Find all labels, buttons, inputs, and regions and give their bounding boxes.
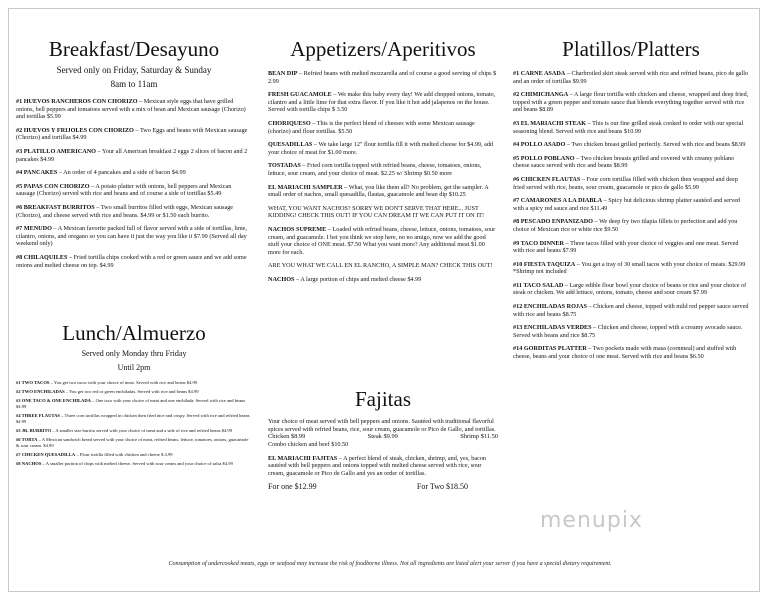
menu-item-description: One taco with your choice of meat and one enchilada. Served with rice and beans $4.99 — [16, 398, 246, 409]
fajitas-prices — [268, 433, 498, 441]
menu-item-description: Three corn tortillas wrapped in chicken then fried nice and crispy. Served with rice and refried beans $4.99 — [16, 413, 250, 424]
menu-item-name: BEAN DIP — [268, 70, 298, 77]
menu-item-description: A smaller portion of chips with melted cheese. Served with sour cream and your choice of salsa $4.99 — [45, 461, 233, 466]
menu-item-description: Two small burritos filled with eggs, Mexican sausage (Chorizo), and cheese served with rice and beans. $4.99 or $1.50 each burrito. — [16, 203, 234, 219]
menu-item: #8 CHILAQUILES – Fried tortilla chips cooked with a red or green sauce and we add some onions and melted cheese on top. $4.99 — [16, 253, 247, 269]
fajitas-chicken-price: Chicken $8.99 — [268, 433, 306, 441]
menu-item: #6 BREAKFAST BURRITOS – Two small burritos filled with eggs, Mexican sausage (Chorizo), and cheese served with rice and beans. $4.99 or $1.50 each burrito. — [16, 203, 234, 219]
menu-item-name: #2 TWO ENCHILADAS — [16, 389, 65, 394]
menu-item-name: #3 PLATILLO AMERICANO — [16, 147, 96, 155]
menu-item: #4 PANCAKES – An order of 4 pancakes and a side of bacon $4.99 — [16, 169, 186, 177]
mariachi-fajitas-desc: A perfect blend of steak, chicken, shrimp, and, yes, bacon sautéed with bell peppers and onions topped with melted cheese served with rice, sour cream, guacamole or Pico de Gallo and yes an order of tortillas. — [268, 454, 487, 477]
menu-item-description: Three tacos filled with your choice of veggies and one meat. Served with rice and beans $7.99 — [513, 239, 739, 255]
menu-item-name: NACHOS — [268, 275, 295, 283]
menu-item-description: You get two red or green enchiladas. Served with rice and beans $4.99 — [69, 389, 199, 394]
menu-item-description: Mexican style eggs that have grilled onions, bell peppers and tomatoes served with a mix of bean and Mexican sausage (Chorizo) and tortillas $5.99 — [16, 98, 246, 121]
menu-item-description: Two chicken breasts grilled and covered with creamy poblano cheese sauce served with rice and beans $8.99 — [513, 154, 735, 170]
menu-item-name: #3 EL MARIACHI STEAK — [513, 119, 587, 127]
menu-item: #8 PESCADO ENPANIZADO – We deep fry two tilapia fillets to perfection and add you choice of Mexican rice or white rice $9.50 — [513, 218, 738, 233]
menu-page — [16, 14, 752, 584]
lunch-title: Lunch/Almuerzo — [62, 321, 206, 345]
lunch-list — [16, 380, 252, 467]
menu-item-description: Spicy but delicious shrimp platter sautéed and served with a spicy red sauce and rice $11.49 — [513, 197, 741, 212]
menu-item-name: #12 ENCHILADAS ROJAS — [513, 303, 587, 311]
menu-item: #1 CARNE ASADA – Charbroiled skirt steak served with rice and refried beans, pico de gallo and an order of tortillas $9.99 — [513, 70, 749, 85]
menu-item — [268, 262, 498, 270]
menu-item: #2 HUEVOS Y FRIJOLES CON CHORIZO – Two Eggs and beans with Mexican sausage (Chorizo) and tortillas $4.99 — [16, 126, 248, 142]
menu-item: #2 TWO ENCHILADAS – You get two red or green enchiladas. Served with rice and beans $4.99 — [16, 389, 199, 394]
menu-item-description: A large flour tortilla with chicken and cheese, wrapped and deep fried, topped with a green pepper and tomato sauce that blends everything together served with rice and beans $8.89 — [513, 91, 749, 114]
menu-item-name: #7 MENUDO — [16, 225, 52, 233]
menu-item-name: #1 CARNE ASADA — [513, 70, 566, 77]
menu-item: #8 NACHOS – A smaller portion of chips with melted cheese. Served with sour cream and your choice of salsa $4.99 — [16, 461, 233, 466]
menu-item-name: #4 THREE FLAUTAS — [16, 413, 60, 418]
menu-item-description: Four corn tortillas filled with chicken then wrapped and deep fried served with rice, beans, sour cream, guacamole or pico de gallo $5.99 — [513, 175, 738, 191]
menu-item: #3 ONE TACO & ONE ENCHILADA – One taco with your choice of meat and one enchilada. Served with rice and beans $4.99 — [16, 398, 246, 409]
menu-item-description: You get two tacos with your choice of meat. Served with rice and beans $4.99 — [53, 380, 198, 385]
menu-item-name: #11 TACO SALAD — [513, 281, 564, 289]
menu-item-description: Chicken and cheese, topped with mild red pepper sauce served with rice and beans $8.75 — [513, 303, 749, 318]
menu-item: NACHOS – A large portion of chips and melted cheese $4.99 — [268, 275, 422, 283]
menu-item: BEAN DIP – Refried beans with melted mozzarella and of course a good serving of chips $ 2.99 — [268, 70, 497, 85]
menu-item-name: #6 CHICKEN FLAUTAS — [513, 175, 581, 183]
menu-item-name: #4 PANCAKES — [16, 169, 58, 177]
price-for-one: For one $12.99 — [268, 481, 317, 491]
menu-item-description: A potato platter with onions, bell peppers and Mexican sausage (Chorizo) served with rice and beans and of course a side of tortillas $5.49 — [16, 182, 232, 198]
menu-item: #5 POLLO POBLANO – Two chicken breasts grilled and covered with creamy poblano cheese sauce served with rice and beans $8.99 — [513, 154, 735, 170]
menu-item: #3 EL MARIACHI STEAK – This is our fine grilled steak cooked to order with our special seasoning blend. Served with rice and beans $10.99 — [513, 119, 744, 135]
menu-item-description: Two pockets made with masa (cornmeal) and stuffed with cheese, beans and your choice of one meat. Served with rice and beans $6.50 — [513, 345, 737, 361]
menu-item-description: Your all American breakfast 2 eggs 2 slices of bacon and 2 pancakes $4.99 — [16, 147, 248, 163]
menu-item-name: #6 BREAKFAST BURRITOS — [16, 203, 95, 211]
menu-item: CHORIQUESO – This is the perfect blend of cheeses with some Mexican sausage (chorizo) and flour tortillas. $5.50 — [268, 119, 475, 135]
breakfast-list — [16, 98, 252, 269]
menu-item: #7 CAMARONES A LA DIABLA – Spicy but delicious shrimp platter sautéed and served with a spicy red sauce and rice $11.49 — [513, 197, 741, 212]
menu-item-name: #14 GORDITAS PLATTER — [513, 345, 587, 353]
menu-item-name: FRESH GUACAMOLE — [268, 91, 332, 99]
menu-item-description: ARE YOU WHAT WE CALL EN EL RANCHO, A SIMPLE MAN? CHECK THIS OUT! — [268, 262, 493, 270]
menu-item: #4 POLLO ASADO – Two chicken breast grilled perfectly. Served with rice and beans $8.99 — [513, 141, 746, 149]
menu-item: #3 PLATILLO AMERICANO – Your all American breakfast 2 eggs 2 slices of bacon and 2 pancakes $4.99 — [16, 147, 248, 163]
menu-item-name: #1 TWO TACOS — [16, 380, 50, 385]
menu-item-name: #5 JR. BURRITO — [16, 428, 52, 433]
menu-item: #9 TACO DINNER – Three tacos filled with your choice of veggies and one meat. Served with rice and beans $7.99 — [513, 239, 739, 255]
menu-item-name: #1 HUEVOS RANCHEROS CON CHORIZO — [16, 98, 138, 105]
menu-item-name: #13 ENCHILADAS VERDES — [513, 324, 592, 332]
menu-item: #7 MENUDO – A Mexican favorite packed full of flavor served with a side of tortillas, lime, cilantro, onions, and oregano so you can have it just the way you like it $7.99 (Served all day weekend only) — [16, 225, 247, 248]
menu-item: #10 FIESTA TAQUIZA – You get a tray of 30 small tacos with your choice of meats. $29.99 *Shrimp not included — [513, 260, 746, 276]
menu-item-description: Two Eggs and beans with Mexican sausage (Chorizo) and tortillas $4.99 — [16, 126, 248, 142]
menu-item: EL MARIACHI SAMPLER – What, you like them all? No problem, get the sampler. A small order of nachos, small quesadilla, flautas, guacamole and bean dip $10.25 — [268, 183, 489, 199]
menu-item-description: This is our fine grilled steak cooked to order with our special seasoning blend. Served with rice and beans $10.99 — [513, 119, 744, 135]
menu-item: #6 TORTA – A Mexican sandwich bread served with your choice of meat, refried beans, lettuce, tomatoes, onions, guacamole & sour cream. $4.99 — [16, 437, 249, 448]
menu-item-name: #3 ONE TACO & ONE ENCHILADA — [16, 398, 91, 403]
menu-item-name: EL MARIACHI SAMPLER — [268, 183, 343, 191]
menu-item-name: #9 TACO DINNER — [513, 239, 564, 247]
menu-item-name: TOSTADAS — [268, 162, 301, 170]
menupix-watermark: menupix — [540, 508, 643, 533]
menu-item: #4 THREE FLAUTAS – Three corn tortillas wrapped in chicken then fried nice and crispy. Served with rice and refried beans $4.99 — [16, 413, 250, 424]
appetizers-section — [268, 36, 498, 283]
menu-item-name: #5 PAPAS CON CHORIZO — [16, 182, 90, 190]
mariachi-fajitas: EL MARIACHI FAJITAS – A perfect blend of steak, chicken, shrimp, and, yes, bacon sautéed with bell peppers and onions topped with melted cheese served with rice, sour cream, guacamole or Pico de Gallo and yes an order of tortillas. — [268, 454, 487, 477]
menu-item: #5 PAPAS CON CHORIZO – A potato platter with onions, bell peppers and Mexican sausage (Chorizo) served with rice and beans and of course a side of tortillas $5.49 — [16, 182, 232, 198]
menu-item-description: Charbroiled skirt steak served with rice and refried beans, pico de gallo and an order of tortillas $9.99 — [513, 70, 749, 85]
column-middle — [268, 14, 498, 491]
menu-item-name: #2 HUEVOS Y FRIJOLES CON CHORIZO — [16, 126, 134, 134]
breakfast-time: 8am to 11am — [110, 79, 158, 89]
menu-item-description: Flour tortilla filled with chicken and cheese $ 4.99 — [79, 452, 173, 457]
breakfast-section — [16, 36, 252, 269]
menu-item-description: Large edible flour bowl your choice of beans or rice and your choice of steak or chicken. We add lettuce, onions, tomato, cheese and sour cream $7.99 — [513, 281, 747, 297]
allergy-disclaimer: Consumption of undercooked meats, eggs or seafood may increase the risk of foodborne illness. Not all ingredients are listed alert your server if you have a special dietary requirement. — [168, 561, 612, 567]
menu-item-description: A Mexican sandwich bread served with your choice of meat, refried beans, lettuce, tomatoes, onions, guacamole & sour cream. $4.99 — [16, 437, 249, 448]
appetizer-list — [268, 70, 498, 283]
menu-item-name: #10 FIESTA TAQUIZA — [513, 260, 576, 268]
menu-item-description: What, you like them all? No problem, get the sampler. A small order of nachos, small quesadilla, flautas, guacamole and bean dip $10.25 — [268, 183, 489, 199]
menu-item-description: Two chicken breast grilled perfectly. Served with rice and beans $8.99 — [571, 141, 746, 149]
menu-item: #11 TACO SALAD – Large edible flour bowl your choice of beans or rice and your choice of steak or chicken. We add lettuce, onions, tomato, cheese and sour cream $7.99 — [513, 281, 747, 297]
menu-item-description: We deep fry two tilapia fillets to perfection and add you choice of Mexican rice or white rice $9.50 — [513, 218, 738, 233]
menu-item-name: #2 CHIMICHANGA — [513, 91, 569, 99]
fajitas-combo-price: Combo chicken and beef $10.50 — [268, 441, 349, 449]
menu-item-description: A Mexican favorite packed full of flavor served with a side of tortillas, lime, cilantro, onions, and oregano so you can have it just the way you like it $7.99 (Served all day weekend only) — [16, 225, 247, 248]
menu-item-description: You get a tray of 30 small tacos with your choice of meats. $29.99 *Shrimp not included — [513, 260, 746, 276]
menu-item-description: A smaller size burrito served with your choice of meat and a side of rice and refried beans $4.99 — [55, 428, 233, 433]
menu-item-name: CHORIQUESO — [268, 119, 311, 127]
menu-item-description: Refried beans with melted mozzarella and of course a good serving of chips $ 2.99 — [268, 70, 497, 85]
appetizers-title: Appetizers/Aperitivos — [290, 37, 476, 61]
menu-item: #13 ENCHILADAS VERDES – Chicken and cheese, topped with a creamy avocado sauce. Served with beans and rice $8.75 — [513, 324, 743, 339]
menu-item: NACHOS SUPREME – Loaded with refried beans, cheese, lettuce, onions, tomatoes, sour cream, and guacamole. I bet you think we stop here, no no amigo, now we add the good stuff your choice of ONE meat. $7.50 What you want more? Any additional meat $1.00 more for each. — [268, 225, 496, 256]
menu-item-name: #4 POLLO ASADO — [513, 141, 566, 149]
menu-item-description: Chicken and cheese, topped with a creamy avocado sauce. Served with beans and rice $8.75 — [513, 324, 743, 339]
menu-item-description: Loaded with refried beans, cheese, lettuce, onions, tomatoes, sour cream, and guacamole. I bet you think we stop here, no no amigo, now we add the good stuff your choice of ONE meat. $7.50 What you want more? Any additional meat $1.00 more for each. — [268, 225, 496, 256]
menu-item-description: Fried corn tortilla topped with refried beans, cheese, tomatoes, onions, lettuce, sour cream, and your choice of meat. $2.25 w/ Shrimp $0.50 more — [268, 162, 482, 177]
menu-item-description: This is the perfect blend of cheeses with some Mexican sausage (chorizo) and flour tortillas. $5.50 — [268, 119, 475, 135]
menu-item-description: Fried tortilla chips cooked with a red or green sauce and we add some onions and melted cheese on top. $4.99 — [16, 253, 247, 269]
menu-item: #1 TWO TACOS – You get two tacos with your choice of meat. Served with rice and beans $4.99 — [16, 380, 198, 385]
price-for-two: For Two $18.50 — [416, 481, 468, 491]
mariachi-fajitas-name: EL MARIACHI FAJITAS — [268, 454, 338, 462]
menu-item: FRESH GUACAMOLE – We make this baby every day! We add chopped onions, tomato, cilantro and a little lime for that extra flavor. If you like it hot add jalapenos on the house. Served with tortilla chips $ 3.50 — [268, 91, 496, 114]
menu-item-name: NACHOS SUPREME — [268, 225, 327, 233]
fajitas-section — [268, 386, 498, 492]
menu-item-description: WHAT, YOU WANT NACHOS? SORRY WE DON'T SERVE THAT HERE... JUST KIDDING! CHECK THIS OUT! IF YOU CAN DREAM IT WE CAN PUT IT ON IT! — [268, 204, 485, 220]
menu-item — [268, 205, 498, 220]
menu-item-description: We make this baby every day! We add chopped onions, tomato, cilantro and a little lime for that extra flavor. If you like it hot add jalapenos on the house. Served with tortilla chips $ 3.50 — [268, 91, 496, 114]
menu-item-description: An order of 4 pancakes and a side of bacon $4.99 — [63, 169, 186, 177]
lunch-time: Until 2pm — [117, 363, 151, 372]
menu-item: #6 CHICKEN FLAUTAS – Four corn tortillas filled with chicken then wrapped and deep fried served with rice, beans, sour cream, guacamole or pico de gallo $5.99 — [513, 175, 738, 191]
menu-item-name: #7 CHICKEN QUESADILLA — [16, 452, 76, 457]
fajitas-steak-price: Steak $9.99 — [367, 433, 398, 441]
menu-item-name: #8 PESCADO ENPANIZADO — [513, 218, 593, 226]
menu-item-name: #8 CHILAQUILES — [16, 253, 68, 261]
menu-item: TOSTADAS – Fried corn tortilla topped with refried beans, cheese, tomatoes, onions, lettuce, sour cream, and your choice of meat. $2.25 w/ Shrimp $0.50 more — [268, 162, 482, 177]
menu-item-description: A large portion of chips and melted cheese $4.99 — [300, 275, 422, 283]
menu-item-name: #8 NACHOS — [16, 461, 42, 466]
menu-item: #1 HUEVOS RANCHEROS CON CHORIZO – Mexican style eggs that have grilled onions, bell peppers and tomatoes served with a mix of bean and Mexican sausage (Chorizo) and tortillas $5.99 — [16, 98, 246, 121]
menu-item: #5 JR. BURRITO – A smaller size burrito served with your choice of meat and a side of rice and refried beans $4.99 — [16, 428, 233, 433]
lunch-hours: Served only Monday thru Friday — [81, 349, 187, 358]
platter-list — [513, 70, 749, 361]
menu-item: #12 ENCHILADAS ROJAS – Chicken and cheese, topped with mild red pepper sauce served with rice and beans $8.75 — [513, 303, 749, 318]
menu-item: QUESADILLAS – We take large 12" flour tortilla fill it with melted cheese for $4.99, add your choice of meat for $1.00 more. — [268, 141, 494, 156]
fajitas-title: Fajitas — [355, 387, 411, 411]
platters-title: Platillos/Platters — [562, 37, 700, 61]
menu-item-name: QUESADILLAS — [268, 141, 313, 149]
column-left — [16, 14, 252, 466]
menu-item-name: #5 POLLO POBLANO — [513, 154, 575, 162]
lunch-section — [16, 320, 252, 470]
fajitas-intro: Your choice of meat served with bell peppers and onions. Sautéed with traditional flavorful spices served with refried beans, rice, sour cream, guacamole or Pico de Gallo, and tortillas. — [268, 418, 496, 433]
menu-item: #7 CHICKEN QUESADILLA – Flour tortilla filled with chicken and cheese $ 4.99 — [16, 452, 173, 457]
menu-item-name: #6 TORTA — [16, 437, 38, 442]
menu-item-description: We take large 12" flour tortilla fill it with melted cheese for $4.99, add your choice of meat for $1.00 more. — [268, 141, 494, 156]
menu-item: #2 CHIMICHANGA – A large flour tortilla with chicken and cheese, wrapped and deep fried, topped with a green pepper and tomato sauce that blends everything together served with rice and beans $8.89 — [513, 91, 749, 114]
breakfast-hours: Served only on Friday, Saturday & Sunday — [56, 65, 212, 75]
column-right — [513, 14, 749, 367]
fajitas-shrimp-price: Shrimp $11.50 — [460, 433, 498, 441]
menu-item-name: #7 CAMARONES A LA DIABLA — [513, 197, 603, 205]
menu-item: #14 GORDITAS PLATTER – Two pockets made with masa (cornmeal) and stuffed with cheese, beans and your choice of one meat. Served with rice and beans $6.50 — [513, 345, 737, 361]
mariachi-fajitas-prices — [268, 482, 498, 492]
breakfast-title: Breakfast/Desayuno — [48, 37, 220, 61]
